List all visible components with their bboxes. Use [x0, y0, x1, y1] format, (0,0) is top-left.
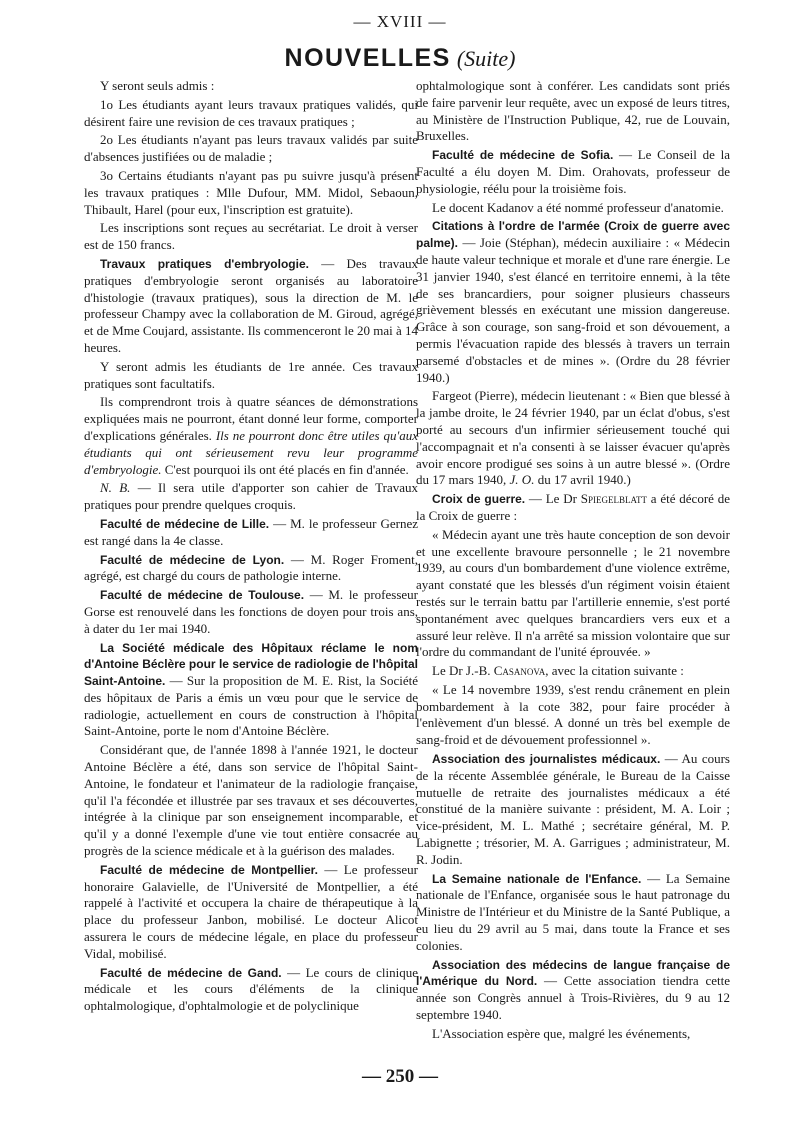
page-number: — 250 — — [362, 1066, 438, 1087]
paragraph-body: Le Dr J.-B. — [432, 663, 494, 679]
paragraph — [416, 663, 730, 680]
paragraph — [84, 394, 418, 478]
paragraph-body: — Il sera utile d'apporter son cahier de Travaux pratiques pour prendre quelques croquis. — [84, 480, 418, 513]
italic-text: J. O. — [509, 472, 535, 488]
paragraph — [84, 640, 418, 741]
paragraph-heading: Faculté de médecine de Sofia. — [432, 148, 614, 163]
paragraph — [84, 862, 418, 963]
paragraph-body: a été décoré de la Croix de guerre : — [416, 491, 730, 523]
paragraph-body: — Sur la proposition de M. E. Rist, la Société des hôpitaux de Paris a émis un vœu pour que le service de radiologie, actuellement en cours de construction à l'hôpital Saint-Antoine, porte le nom d'Antoine Béclère. — [84, 673, 418, 739]
paragraph-heading: Faculté de médecine de Montpellier. — [100, 862, 318, 877]
paragraph-body: — Au cours de la récente Assemblée générale, le Bureau de la Caisse mutuelle de retraite des journalistes médicaux a été constitué de la manière suivante : président, M. A. Loir ; vice-président, M. L. Mathé ; secrétaire général, M. P. Labignette ; trésorier, M. A. Garrigues ; administrateur, M. R. Jodin. — [416, 751, 730, 867]
paragraph-body: — Joie (Stéphan), médecin auxiliaire : « Médecin de haute valeur technique et morale et d'une rare énergie. Le 31 janvier 1940, s'est élancé en territoire ennemi, à la tête de ses brancardiers, pour soigner plusieurs chasseurs grièvement blessés en exécutant une mission dangereuse. Grâce à son courage, son sang-froid et son dévouement, a permis l'évacuation rapide des blessés à travers un terrain parsemé d'obstacles et de mines ». (Ordre du 28 février 1940.) — [416, 235, 730, 385]
paragraph-body: C'est pourquoi ils ont été placés en fin d'année. — [161, 461, 409, 477]
paragraph-body: Fargeot (Pierre), médecin lieutenant : « Bien que blessé à la jambe droite, le 24 février 1940, par un éclat d'obus, s'est porté au secours d'un infirmier sérieusement touché qui l'accompagnait et n'a consenti à se laisser évacuer qu'après avoir encore prodigué ses soins à un autre blessé ». (Ordre du 17 mars 1940, — [416, 388, 730, 488]
paragraph-body: — M. Roger Froment, agrégé, est chargé du cours de pathologie interne. — [84, 551, 418, 584]
paragraph-heading: Association des médecins de langue française de l'Amérique du Nord. — [416, 957, 730, 989]
right-column — [416, 78, 730, 1045]
paragraph — [416, 751, 730, 869]
paragraph-body: — La Semaine nationale de l'Enfance, organisée sous le haut patronage du Ministre de l'Intérieur et du Ministre de la Santé Publique, a eu lieu du 29 avril au 5 mai, dans toute la France et ses colonies. — [416, 870, 730, 953]
paragraph-body: — Le Conseil de la Faculté a élu doyen M. Dim. Orahovats, professeur de physiologie, réélu pour la troisième fois. — [416, 147, 731, 196]
paragraph-body: du 17 avril 1940.) — [534, 472, 631, 488]
title-main: NOUVELLES — [284, 44, 451, 72]
paragraph — [84, 965, 418, 1015]
paragraph: ophtalmologique sont à conférer. Les candidats sont priés de faire parvenir leur requête, avec un exposé de leurs titres, au Ministère de l'Instruction Publique, 42, rue de Louvain, Bruxelles. — [416, 78, 730, 144]
page-header: — XVIII — — [353, 12, 447, 31]
paragraph — [416, 957, 730, 1024]
paragraph: Le docent Kadanov a été nommé professeur d'anatomie. — [432, 199, 724, 215]
paragraph-heading: Faculté de médecine de Toulouse. — [100, 588, 305, 603]
paragraph-body: — Le Dr — [525, 491, 581, 507]
small-caps-name: Spiegelblatt — [580, 491, 647, 507]
paragraph: Considérant que, de l'année 1898 à l'année 1921, le docteur Antoine Béclère a été, dans son service de l'hôpital Saint-Antoine, le fondateur et l'animateur de la radiologie française, qu'il l'a fécondée et illustrée par ses travaux et ses découvertes, intégrée à la clinique par son enseignement incomparable, et qu'il y a donné l'exemple d'une vie tout entière consacrée au progrès de la science médicale et à la guérison des malades. — [84, 742, 418, 859]
paragraph: 1o Les étudiants ayant leurs travaux pratiques validés, qui désirent faire une revision de ces travaux pratiques ; — [84, 96, 418, 129]
italic-text: Ils ne pourront donc être utiles qu'aux étudiants qui ont sérieusement revu leur programme d'embryologie. — [84, 427, 418, 477]
small-caps-name: Casanova — [493, 663, 546, 679]
paragraph-body: — Le professeur honoraire Galavielle, de l'Université de Montpellier, a été rappelé à l'activité et occupera la chaire de thérapeutique à la place du professeur Janbon, mobilisé. Le docteur Alicot assurera le cours de médecine légale, en place du professeur Vidal, mobilisé. — [84, 861, 419, 961]
paragraph-body: — Des travaux pratiques d'embryologie seront organisés au laboratoire d'histologie (travaux pratiques), sous la direction de M. le professeur Champy avec la collaboration de M. Giroud, agrégé, et de Mme Coujard, assistante. Ils commenceront le 20 mai à 14 heures. — [84, 255, 418, 355]
paragraph — [416, 218, 730, 386]
paragraph-body: — M. le professeur Gernez est rangé dans la 4e classe. — [84, 515, 418, 548]
paragraph-heading: Association des journalistes médicaux. — [432, 752, 661, 767]
paragraph — [416, 388, 730, 489]
paragraph-body: Ils comprendront trois à quatre séances de démonstrations expliquées mais ne pourront, étant donné leur forme, comporter d'explications générales. — [84, 394, 418, 443]
paragraph: Y seront admis les étudiants de 1re année. Ces travaux pratiques sont facultatifs. — [84, 358, 418, 391]
title-suite: (Suite) — [456, 46, 516, 71]
paragraph: Y seront seuls admis : — [100, 78, 215, 93]
section-title — [0, 44, 800, 73]
paragraph-heading: Faculté de médecine de Lille. — [100, 516, 270, 531]
paragraph-heading: Croix de guerre. — [432, 492, 526, 507]
paragraph — [84, 552, 418, 586]
paragraph — [416, 871, 730, 955]
left-column — [84, 78, 418, 1017]
paragraph: Les inscriptions sont reçues au secrétariat. Le droit à verser est de 150 francs. — [84, 220, 418, 253]
paragraph-heading: Travaux pratiques d'embryologie. — [100, 256, 309, 271]
paragraph-body: — Le cours de clinique médicale et les cours d'éléments de la clinique ophtalmologique, d'ophtalmologie et de polyclinique — [84, 964, 419, 1014]
paragraph: 3o Certains étudiants n'ayant pas pu suivre jusqu'à présent les travaux pratiques : Mlle Dufour, MM. Midol, Sebaoun, Thibault, Harel (pour eux, l'inscription est gratuite). — [84, 167, 418, 217]
paragraph — [84, 480, 418, 514]
paragraph-body: — M. le professeur Gorse est renouvelé dans les fonctions de doyen pour trois ans, à dater du 1er mai 1940. — [84, 587, 418, 636]
paragraph: « Le 14 novembre 1939, s'est rendu crânement en plein bombardement à la cote 382, pour faire procéder à l'enlèvement d'un blessé. A donné un très bel exemple de sang-froid et de dévouement professionnel ». — [416, 681, 730, 748]
paragraph-heading: La Société médicale des Hôpitaux réclame le nom d'Antoine Béclère pour le service de radiologie de l'hôpital Saint-Antoine. — [84, 640, 418, 689]
paragraph: « Médecin ayant une très haute conception de son devoir et une excellente bravoure personnelle ; le 21 novembre 1939, au cours d'un bombardement d'une violence extrême, ayant constaté que les blessés d'un régiment voisin étaient restés sur le terrain battu par l'artillerie ennemie, s'est porté spontanément avec quelques brancardiers vers eux et a assuré leur relève. Il n'a arrêté sa mission volontaire que sur l'ordre du commandant de l'unité éprouvée. » — [416, 526, 730, 660]
paragraph: L'Association espère que, malgré les événements, — [432, 1025, 691, 1041]
nota-bene: N. B. — [100, 480, 131, 496]
paragraph — [416, 147, 730, 197]
paragraph-heading: Faculté de médecine de Gand. — [100, 965, 282, 980]
paragraph-heading: Faculté de médecine de Lyon. — [100, 552, 285, 567]
paragraph-heading: Citations à l'ordre de l'armée (Croix de guerre avec palme). — [416, 219, 730, 251]
paragraph-body: — Cette association tiendra cette année son Congrès annuel à Trois-Rivières, du 9 au 12 septembre 1940. — [416, 973, 730, 1023]
paragraph-body: , avec la citation suivante : — [545, 663, 684, 679]
paragraph — [84, 516, 418, 550]
paragraph — [84, 256, 418, 357]
paragraph — [84, 587, 418, 637]
paragraph — [416, 491, 730, 525]
paragraph: 2o Les étudiants n'ayant pas leurs travaux validés par suite d'absences justifiées ou de maladie ; — [84, 132, 418, 165]
paragraph-heading: La Semaine nationale de l'Enfance. — [432, 871, 642, 886]
